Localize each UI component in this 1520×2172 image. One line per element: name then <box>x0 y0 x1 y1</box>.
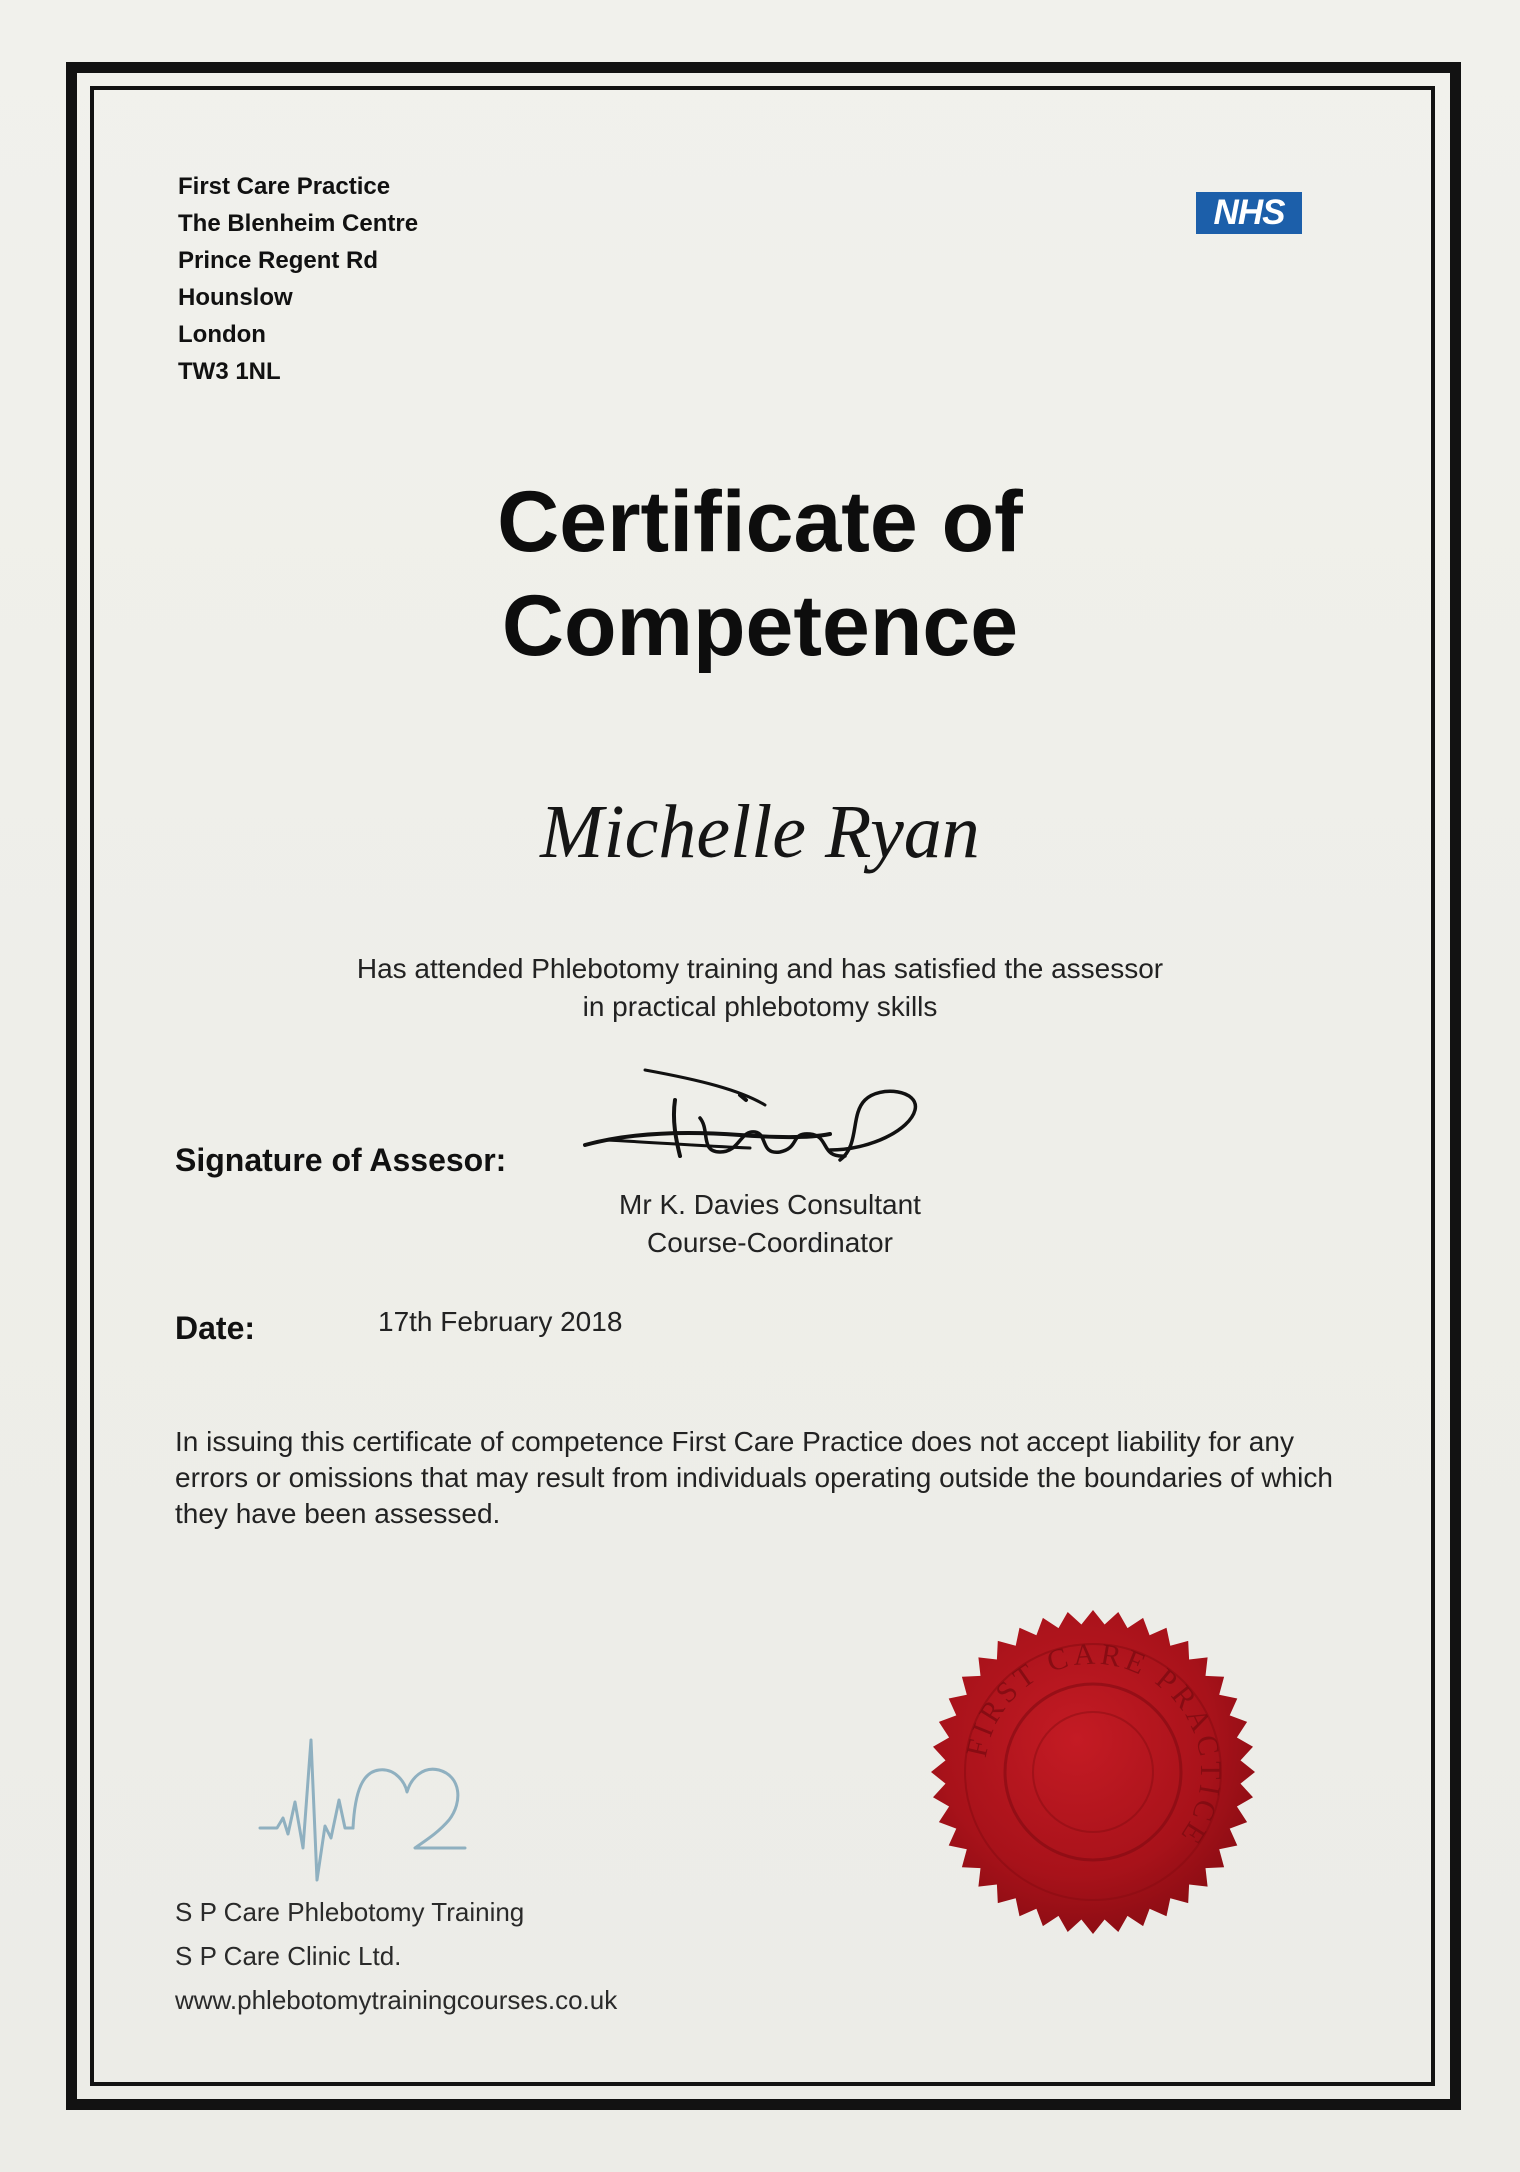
provider-name: S P Care Phlebotomy Training <box>175 1897 525 1927</box>
provider-company: S P Care Clinic Ltd. <box>175 1941 402 1971</box>
certificate-title <box>260 470 1260 678</box>
title-line: Certificate of <box>497 474 1023 570</box>
address-line: First Care Practice <box>178 173 391 200</box>
provider-website: www.phlebotomytrainingcourses.co.uk <box>175 1985 618 2015</box>
assessor-name-title <box>570 1186 970 1262</box>
statement-line: in practical phlebotomy skills <box>582 991 938 1022</box>
signature-label: Signature of Assesor: <box>175 1142 507 1178</box>
issuer-address <box>178 168 418 390</box>
title-line: Competence <box>501 578 1019 674</box>
address-line: London <box>178 321 266 348</box>
heartbeat-heart-icon <box>255 1730 475 1890</box>
competence-statement <box>260 950 1260 1026</box>
address-line: The Blenheim Centre <box>178 210 419 237</box>
seal-text: FIRST CARE PRACTICE <box>959 1637 1228 1853</box>
assessor-signature <box>580 1060 940 1180</box>
wax-seal-icon <box>928 1607 1258 1937</box>
date-label: Date: <box>175 1310 256 1346</box>
address-line: TW3 1NL <box>178 358 281 385</box>
date-value: 17th February 2018 <box>378 1306 623 1337</box>
assessor-line: Mr K. Davies Consultant <box>619 1189 921 1220</box>
recipient-name: Michelle Ryan <box>540 790 980 874</box>
nhs-logo: NHS <box>1196 192 1302 234</box>
liability-disclaimer: In issuing this certificate of competence First Care Practice does not accept liability for any errors or omissions that may result from individuals operating outside the boundaries of which they have been assessed. <box>175 1426 1333 1529</box>
address-line: Hounslow <box>178 284 293 311</box>
address-line: Prince Regent Rd <box>178 247 379 274</box>
assessor-line: Course-Coordinator <box>647 1227 893 1258</box>
training-provider <box>175 1890 617 2022</box>
statement-line: Has attended Phlebotomy training and has satisfied the assessor <box>356 953 1164 984</box>
